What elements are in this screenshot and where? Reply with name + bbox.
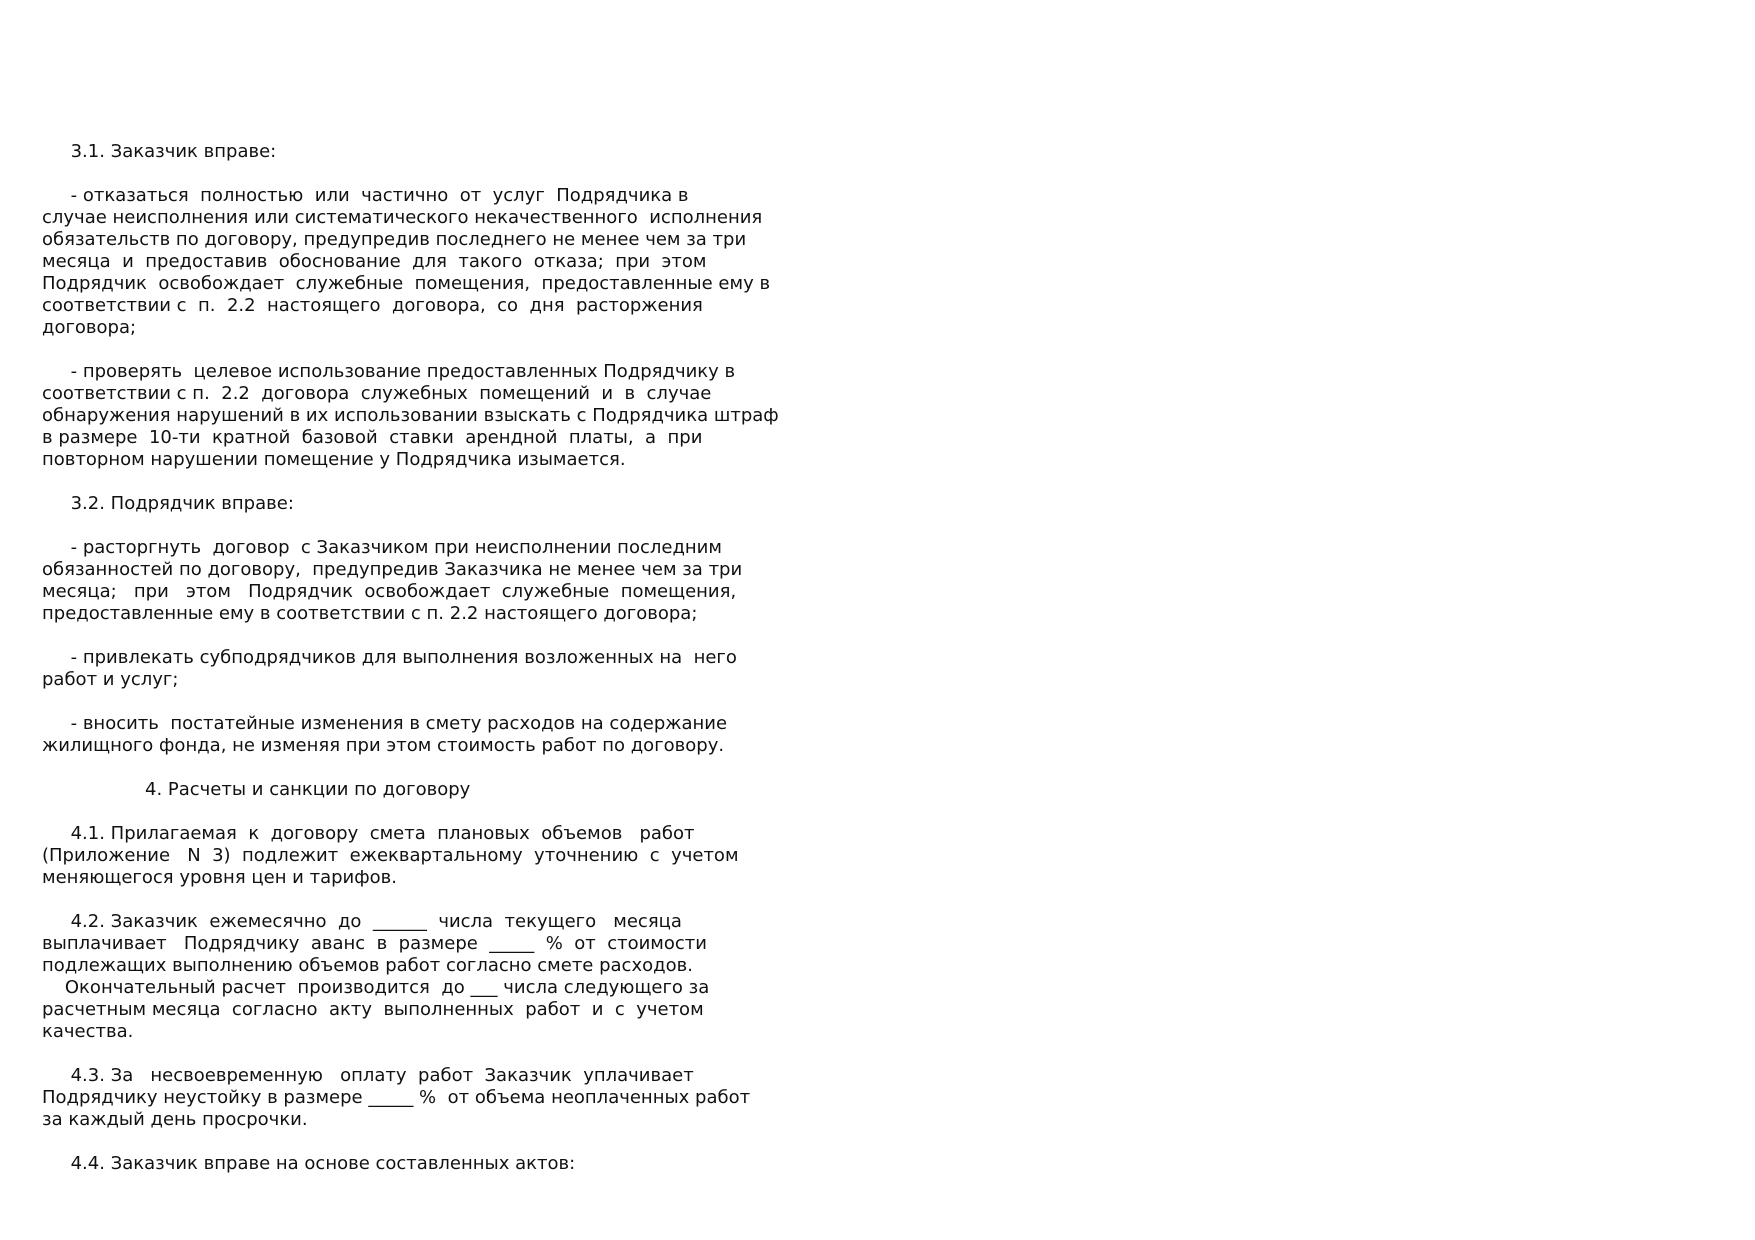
text-line: - отказаться полностью или частично от услуг Подрядчика в — [42, 185, 689, 206]
text-line — [42, 801, 842, 823]
text-line — [42, 757, 842, 779]
text-line: выплачивает Подрядчику аванс в размере _____ % от стоимости — [42, 933, 707, 954]
text-line: (Приложение N 3) подлежит ежеквартальному уточнению с учетом — [42, 845, 739, 866]
text-line: месяца; при этом Подрядчик освобождает служебные помещения, — [42, 581, 737, 602]
text-line: Окончательный расчет производится до ___ числа следующего за — [42, 977, 710, 998]
text-line: повторном нарушении помещение у Подрядчика изымается. — [42, 449, 626, 470]
text-line: меняющегося уровня цен и тарифов. — [42, 867, 397, 888]
text-line: - расторгнуть договор с Заказчиком при неисполнении последним — [42, 537, 722, 558]
text-line: соответствии с п. 2.2 настоящего договора, со дня расторжения — [42, 295, 703, 316]
text-line — [42, 625, 842, 647]
text-line — [42, 1043, 842, 1065]
text-line: случае неисполнения или систематического некачественного исполнения — [42, 207, 763, 228]
text-line: месяца и предоставив обоснование для такого отказа; при этом — [42, 251, 707, 272]
text-line — [42, 889, 842, 911]
text-line — [42, 339, 842, 361]
text-line: - привлекать субподрядчиков для выполнения возложенных на него — [42, 647, 737, 668]
text-line: Подрядчику неустойку в размере _____ % от объема неоплаченных работ — [42, 1087, 751, 1108]
document-text — [42, 141, 842, 1175]
text-line: 4.3. За несвоевременную оплату работ Заказчик уплачивает — [42, 1065, 694, 1086]
text-line: соответствии с п. 2.2 договора служебных помещений и в случае — [42, 383, 712, 404]
text-line: в размере 10-ти кратной базовой ставки арендной платы, а при — [42, 427, 703, 448]
text-line: 3.1. Заказчик вправе: — [42, 141, 277, 162]
text-line — [42, 515, 842, 537]
text-line: предоставленные ему в соответствии с п. 2.2 настоящего договора; — [42, 603, 698, 624]
text-line: обнаружения нарушений в их использовании взыскать с Подрядчика штраф — [42, 405, 779, 426]
text-line: - проверять целевое использование предоставленных Подрядчику в — [42, 361, 736, 382]
text-line: обязанностей по договору, предупредив Заказчика не менее чем за три — [42, 559, 743, 580]
text-line: расчетным месяца согласно акту выполненных работ и с учетом — [42, 999, 704, 1020]
text-line: жилищного фонда, не изменяя при этом стоимость работ по договору. — [42, 735, 725, 756]
text-line: работ и услуг; — [42, 669, 179, 690]
text-line: 4.1. Прилагаемая к договору смета плановых объемов работ — [42, 823, 695, 844]
text-line: 4.2. Заказчик ежемесячно до ______ числа текущего месяца — [42, 911, 682, 932]
text-line: качества. — [42, 1021, 134, 1042]
text-line: подлежащих выполнению объемов работ согласно смете расходов. — [42, 955, 693, 976]
text-line: Подрядчик освобождает служебные помещения, предоставленные ему в — [42, 273, 771, 294]
text-line: 3.2. Подрядчик вправе: — [42, 493, 294, 514]
text-line — [42, 1131, 842, 1153]
text-line: - вносить постатейные изменения в смету расходов на содержание — [42, 713, 728, 734]
text-line — [42, 691, 842, 713]
text-line: за каждый день просрочки. — [42, 1109, 308, 1130]
section-heading: 4. Расчеты и санкции по договору — [42, 779, 471, 800]
text-line — [42, 163, 842, 185]
text-line: 4.4. Заказчик вправе на основе составленных актов: — [42, 1153, 576, 1174]
text-line — [42, 471, 842, 493]
text-line: обязательств по договору, предупредив последнего не менее чем за три — [42, 229, 747, 250]
text-line: договора; — [42, 317, 137, 338]
